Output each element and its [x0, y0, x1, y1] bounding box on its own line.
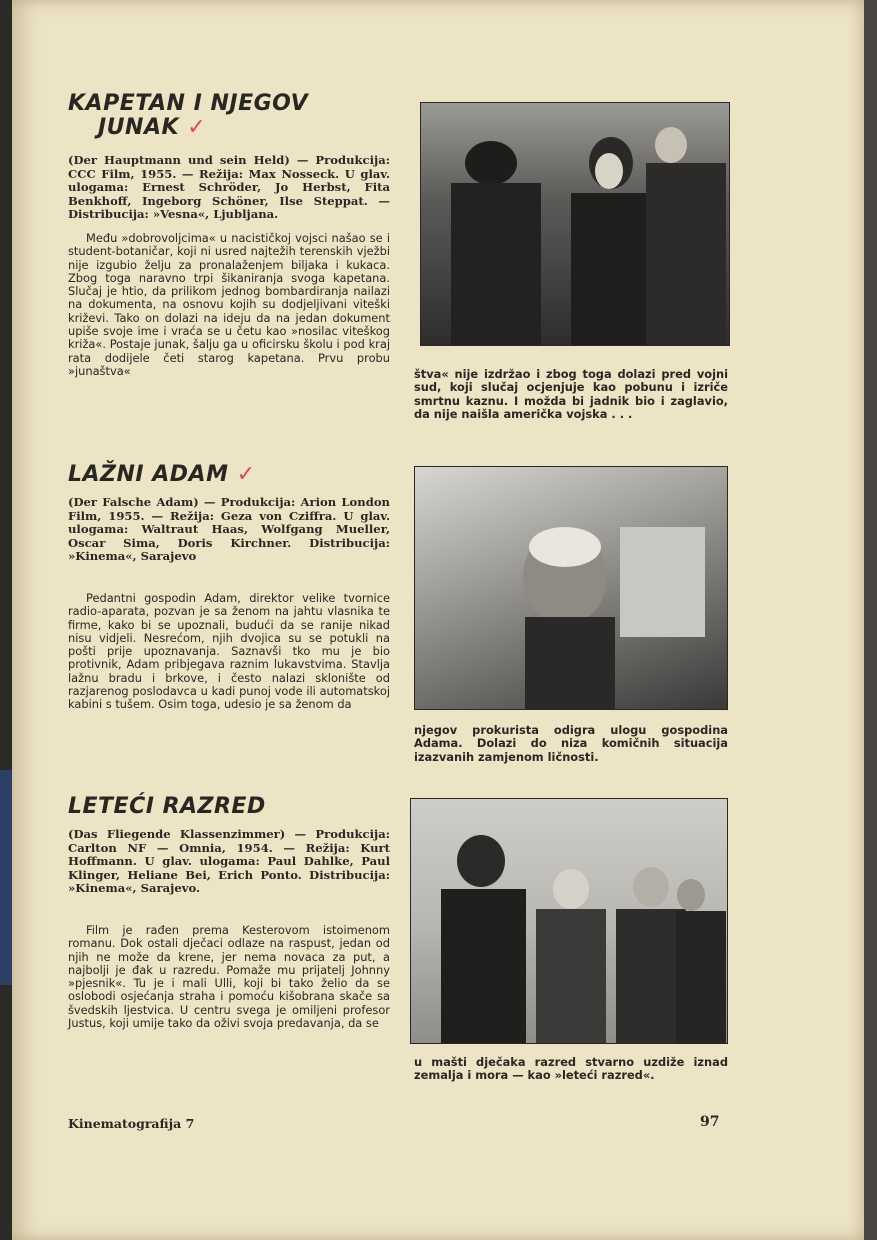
professor-and-boys-photo-icon [411, 799, 727, 1043]
still-photo-adam [414, 466, 728, 710]
article-body: Među »dobrovoljcima« u nacističkoj vojsci našao se i student-botaničar, koji ni usred najtežih terenskih vježbi nije izgubio želju za pronalaženjem biljaka i kukaca. Zbog toga naravno trpi šikaniranja svoga kapetana. Slučaj je htio, da prilikom jednog bombardiranja nailazi na dokumenta, na osnovu kojih su dodjeljivani viteški križevi. Tako on dolazi na ideju da na jedan dokument upiše svoje ime i vraća se u četu kao »nosilac viteškog križa«. Postaje junak, šalju ga u oficirsku školu i pod kraj rata dodijele četi starog kapetana. Prvu probu »junaštva« [68, 230, 390, 378]
article-adam [68, 462, 390, 712]
photo-caption-razred: u mašti dječaka razred stvarno uzdiže iznad zemalja i mora — kao »leteći razred«. [414, 1055, 728, 1083]
cover-tab [0, 770, 12, 985]
page-edge [864, 0, 877, 1240]
article-credits: (Das Fliegende Klassenzimmer) — Produkcija: Carlton NF — Omnia, 1954. — Režija: Kurt Hoffmann. U glav. ulogama: Paul Dahlke, Paul Klinger, Heliane Bei, Erich Ponto. Distribucija: »Kinema«, Sarajevo. [68, 827, 390, 896]
page-number: 97 [700, 1114, 720, 1130]
still-photo-kapetan [420, 102, 730, 346]
article-credits: (Der Falsche Adam) — Produkcija: Arion London Film, 1955. — Režija: Geza von Cziffra. U glav. ulogama: Waltraut Haas, Wolfgang Mueller, Oscar Sima, Doris Kirchner. Distribucija: »Kinema«, Sarajevo [68, 495, 390, 564]
photo-caption-kapetan: štva« nije izdržao i zbog toga dolazi pred vojni sud, koji slučaj ocjenjuje kao pobunu i izriče smrtnu kaznu. I možda bi jadnik bio i zaglavio, da nije naišla američka vojska . . . [414, 367, 728, 421]
article-title: LAŽNI ADAM ✓ [68, 462, 256, 487]
check-mark-icon: ✓ [236, 462, 256, 487]
article-kapetan [68, 92, 390, 378]
man-in-bath-photo-icon [415, 467, 727, 709]
article-body: Pedantni gospodin Adam, direktor velike tvornice radio-aparata, pozvan je sa ženom na jahtu vlasnika te firme, kako bi se upoznali, budući da se ranije nikad nisu vidjeli. Nesrećom, njih dvojica su se potukli na pošti prije upoznavanja. Saznavši tko mu je bio protivnik, Adam pribjegava raznim lukavstvima. Stavlja lažnu bradu i brkove, i često nalazi sklonište od razjarenog poslodavca u kadi punoj vode ili automatskoj kabini s tušem. Osim toga, udesio je sa ženom da [68, 590, 390, 712]
footer-publication: Kinematografija 7 [68, 1116, 195, 1131]
article-razred [68, 794, 390, 1030]
article-title: KAPETAN I NJEGOV [68, 91, 309, 116]
article-title-line2: JUNAK ✓ [98, 115, 207, 140]
soldiers-photo-icon [421, 103, 729, 345]
check-mark-icon: ✓ [187, 115, 207, 140]
article-title: LETEĆI RAZRED [68, 794, 266, 819]
binding-edge [0, 0, 12, 1240]
article-body: Film je rađen prema Kesterovom istoimenom romanu. Dok ostali dječaci odlaze na raspust, jedan od njih ne može da krene, jer nema novaca za put, a najbolji je đak u razredu. Pomaže mu prijatelj Johnny »pjesnik«. Tu je i mali Ulli, koji bi tako želio da se oslobodi osjećanja straha i pomoću kišobrana skače sa švedskih ljestvica. U centru svega je omiljeni profesor Justus, koji umije tako da oživi svoja predavanja, da se [68, 922, 390, 1031]
photo-caption-adam: njegov prokurista odigra ulogu gospodina Adama. Dolazi do niza komičnih situacija izazvanih zamjenom ličnosti. [414, 723, 728, 764]
still-photo-razred [410, 798, 728, 1044]
article-credits: (Der Hauptmann und sein Held) — Produkcija: CCC Film, 1955. — Režija: Max Nosseck. U glav. ulogama: Ernest Schröder, Jo Herbst, Fita Benkhoff, Ingeborg Schöner, Ilse Steppat. — Distribucija: »Vesna«, Ljubljana. [68, 153, 390, 222]
